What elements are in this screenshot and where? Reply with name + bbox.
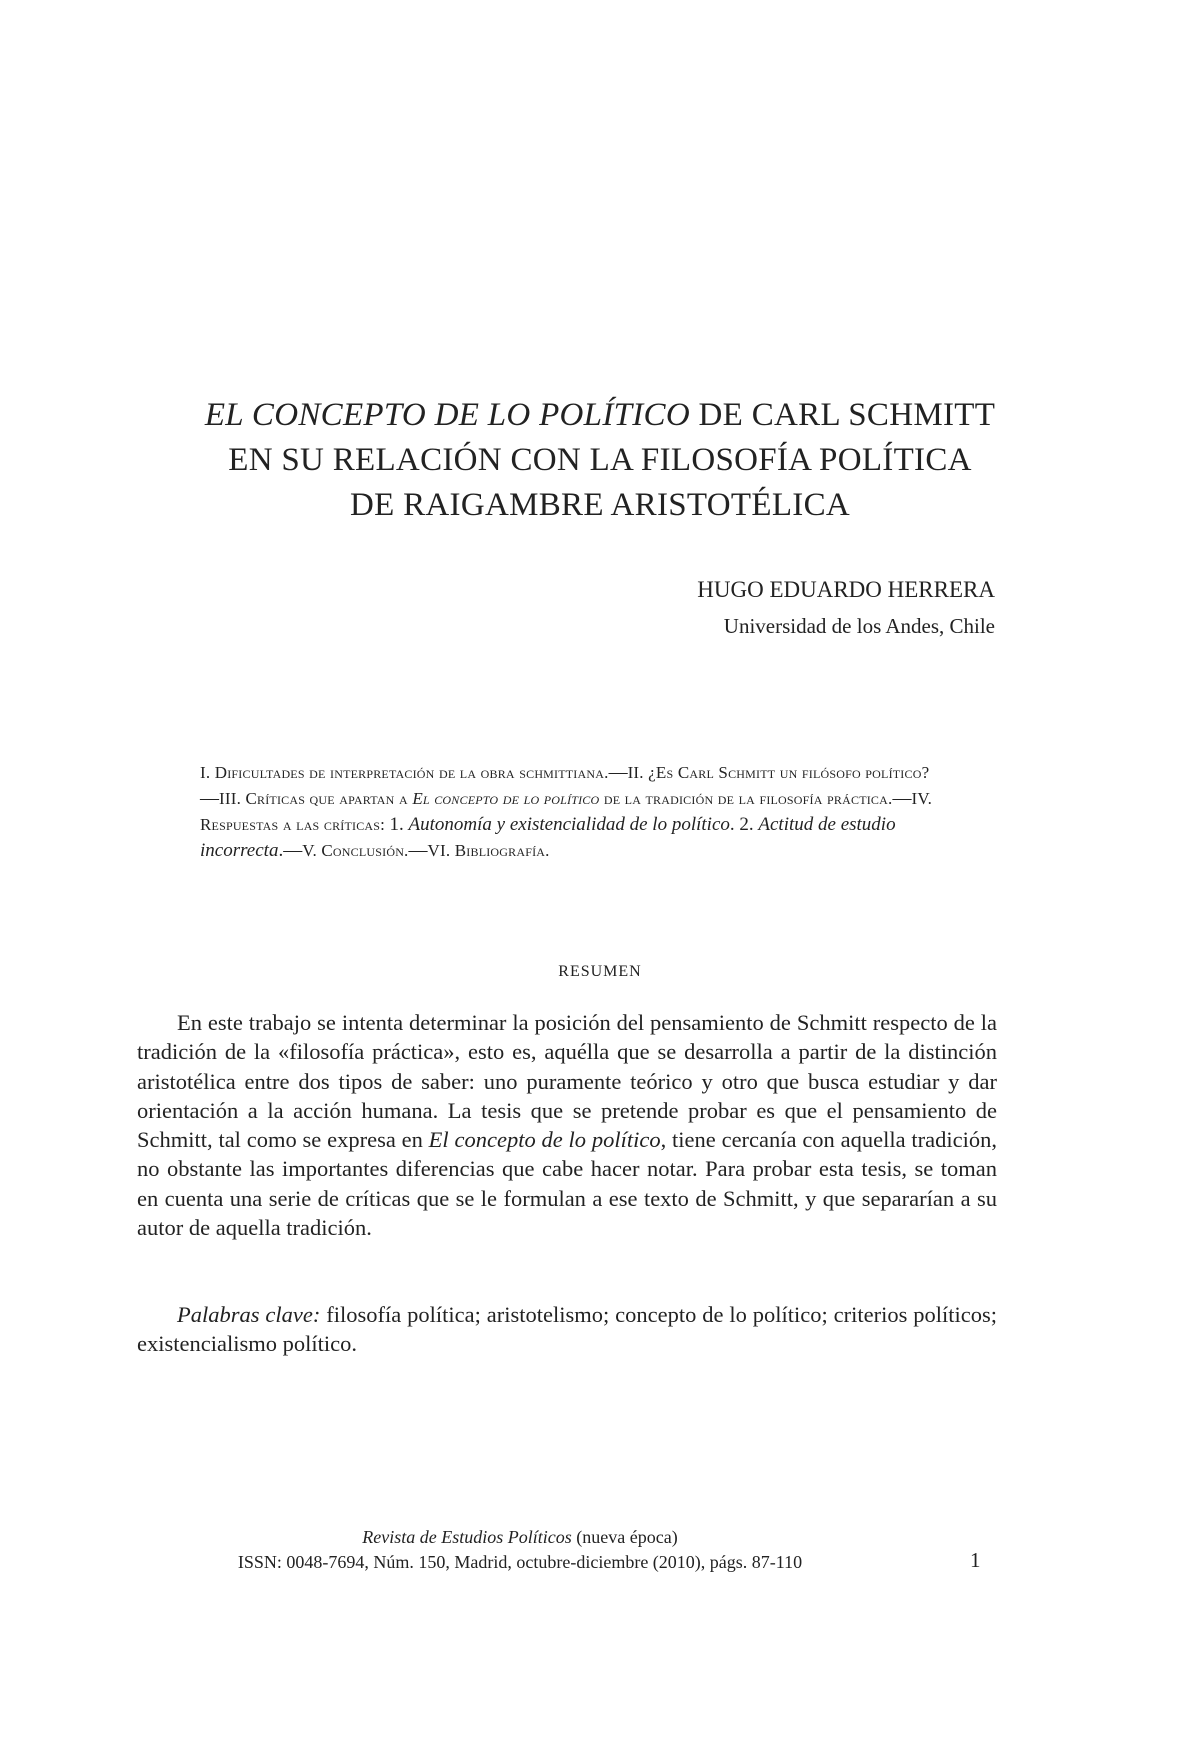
toc-subsection-2: Actitud de estudio incorrecta	[200, 814, 896, 861]
article-title	[110, 393, 1090, 528]
toc-section-3a: III. Críticas que apartan a	[219, 789, 413, 808]
abstract-text-b: , tiene cercanía con aquella tradición, no obstante las importantes diferencias que cabe hacer notar. Para probar esta tesis, se toman en cuenta una serie de críticas que se le formulan a ese texto de Schmitt, y que separarían a su autor de aquella tradición.	[137, 1127, 997, 1241]
toc-section-6: VI. Bibliografía.	[427, 841, 550, 860]
toc-separator: —	[892, 788, 912, 809]
author-name: HUGO EDUARDO HERRERA	[697, 577, 995, 602]
abstract-italic-title: El concepto de lo político	[428, 1127, 661, 1153]
journal-epoch: (nueva época)	[571, 1527, 678, 1547]
author-affiliation: Universidad de los Andes, Chile	[723, 614, 995, 638]
title-line-3: DE RAIGAMBRE ARISTOTÉLICA	[349, 487, 851, 523]
page-number: 1	[970, 1548, 981, 1572]
title-line-1	[110, 393, 1090, 438]
toc-section-4: IV. Respuestas a las críticas:	[200, 789, 933, 834]
toc-separator: .—	[278, 840, 303, 861]
toc-section-2: II. ¿Es Carl Schmitt un filósofo político?	[627, 763, 930, 782]
abstract-text-a: En este trabajo se intenta determinar la posición del pensamiento de Schmitt respecto de la tradición de la «filosofía práctica», esto es, aquélla que se desarrolla a partir de la distinción aristotélica entre dos tipos de saber: uno puramente teórico y otro que busca estudiar y dar orientación a la acción humana. La tesis que se pretende probar es que el pensamiento de Schmitt, tal como se expresa en	[137, 1010, 997, 1153]
toc-section-5: V. Conclusión.	[302, 841, 409, 860]
toc-separator: —	[200, 788, 219, 809]
toc-separator: —	[608, 762, 628, 783]
toc-section-3-italic: El concepto de lo político	[412, 789, 600, 808]
toc-subsection-2-number: . 2.	[729, 814, 759, 835]
table-of-contents	[200, 760, 935, 864]
abstract-paragraph	[137, 1008, 997, 1242]
title-line-2: EN SU RELACIÓN CON LA FILOSOFÍA POLÍTICA	[228, 442, 972, 478]
abstract-heading: RESUMEN	[558, 963, 642, 980]
toc-separator: —	[408, 840, 428, 861]
keywords-paragraph	[137, 1300, 997, 1359]
journal-name: Revista de Estudios Políticos	[362, 1527, 572, 1547]
keywords-label: Palabras clave:	[177, 1302, 321, 1327]
keywords-text: filosofía política; aristotelismo; concepto de lo político; criterios políticos; existencialismo político.	[137, 1302, 997, 1357]
toc-section-3b: de la tradición de la filosofía práctica.	[599, 789, 893, 808]
toc-section-1: I. Dificultades de interpretación de la obra schmittiana.	[200, 763, 609, 782]
footer-journal	[0, 1525, 1040, 1549]
footer-issn: ISSN: 0048-7694, Núm. 150, Madrid, octubre-diciembre (2010), págs. 87-110	[237, 1552, 803, 1572]
title-line-1-rest: DE CARL SCHMITT	[690, 397, 996, 433]
toc-subsection-1: Autonomía y existencialidad de lo político	[408, 814, 730, 835]
toc-subsection-1-number: 1.	[389, 814, 409, 835]
title-italic-part: EL CONCEPTO DE LO POLÍTICO	[204, 397, 690, 433]
